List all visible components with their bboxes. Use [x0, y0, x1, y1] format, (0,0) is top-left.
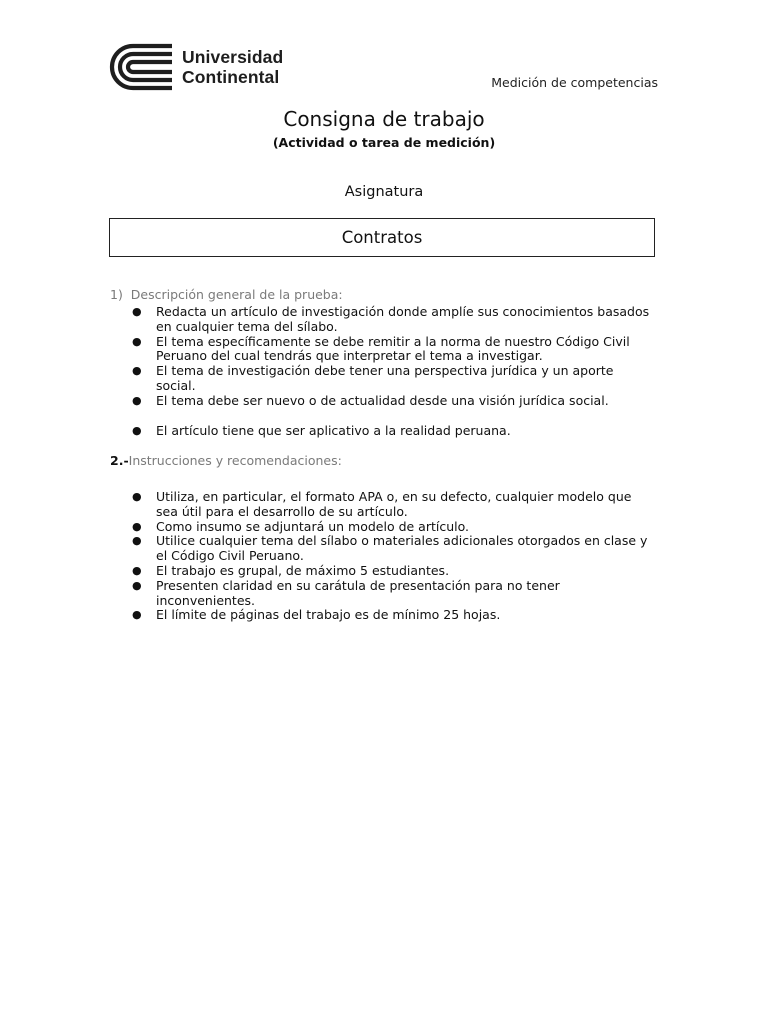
list-item — [132, 520, 657, 535]
list-item — [132, 579, 657, 609]
list-item-line: El artículo tiene que ser aplicativo a la realidad peruana. — [156, 422, 511, 438]
list-item-line: Redacta un artículo de investigación donde amplíe sus conocimientos basados — [156, 304, 650, 319]
bullet-icon: ● — [132, 423, 142, 437]
university-logo-mark-icon — [108, 42, 174, 92]
bullet-icon: ● — [132, 305, 142, 318]
section-1-heading — [110, 287, 343, 302]
section-1-number: 1) — [110, 287, 123, 302]
list-item-line: Como insumo se adjuntará un modelo de artículo. — [156, 518, 470, 534]
bullet-icon: ● — [132, 490, 142, 503]
course-name: Contratos — [341, 228, 423, 247]
bullet-icon: ● — [132, 364, 142, 378]
section-2-number: 2.- — [110, 453, 129, 468]
bullet-icon: ● — [132, 578, 142, 592]
list-item-line: en cualquier tema del sílabo. — [156, 318, 338, 334]
page-subtitle: (Actividad o tarea de medición) — [272, 135, 496, 150]
bullet-icon: ● — [132, 393, 142, 407]
bullet-icon: ● — [132, 519, 142, 533]
section-2-list — [132, 490, 657, 623]
list-item — [132, 305, 657, 335]
list-item-line: El trabajo es grupal, de máximo 5 estudiantes. — [156, 562, 450, 578]
list-item-line: Presenten claridad en su carátula de presentación para no tener — [156, 577, 560, 593]
list-item-line: inconvenientes. — [156, 592, 256, 608]
list-item-line: el Código Civil Peruano. — [156, 548, 304, 564]
page-title: Consigna de trabajo — [283, 107, 485, 131]
university-logo — [108, 42, 283, 92]
list-item — [132, 534, 657, 564]
list-item-line: El tema debe ser nuevo o de actualidad desde una visión jurídica social. — [156, 392, 609, 408]
list-item — [132, 490, 657, 520]
course-name-box — [109, 218, 655, 257]
list-item-line: sea útil para el desarrollo de su artículo. — [156, 503, 408, 519]
section-2-heading-text: Instrucciones y recomendaciones: — [128, 453, 342, 468]
bullet-icon: ● — [132, 534, 142, 548]
list-item-line: El tema de investigación debe tener una perspectiva jurídica y un aporte — [156, 363, 614, 379]
list-item — [132, 608, 657, 623]
section-1-list — [132, 305, 657, 438]
list-item-line: Peruano del cual tendrás que interpretar el tema a investigar. — [156, 348, 543, 364]
list-item-line: Utiliza, en particular, el formato APA o, en su defecto, cualquier modelo que — [156, 489, 632, 504]
section-1-heading-text: Descripción general de la prueba: — [130, 287, 343, 302]
list-item — [132, 335, 657, 365]
list-item-line: El tema específicamente se debe remitir a la norma de nuestro Código Civil — [156, 333, 630, 349]
list-item-line: El límite de páginas del trabajo es de mínimo 25 hojas. — [156, 607, 501, 623]
asignatura-label: Asignatura — [344, 184, 424, 200]
bullet-icon: ● — [132, 334, 142, 348]
list-item-line: social. — [156, 377, 196, 393]
logo-line-2: Continental — [182, 67, 280, 87]
list-item — [132, 564, 657, 579]
list-item — [132, 394, 657, 409]
bullet-icon: ● — [132, 563, 142, 577]
section-2-heading — [110, 453, 342, 468]
list-item — [132, 424, 657, 439]
list-item-line: Utilice cualquier tema del sílabo o materiales adicionales otorgados en clase y — [156, 533, 648, 549]
bullet-icon: ● — [132, 608, 142, 622]
university-logo-text — [182, 47, 283, 87]
logo-line-1: Universidad — [182, 47, 284, 67]
list-item — [132, 364, 657, 394]
header-right-text: Medición de competencias — [491, 75, 658, 90]
